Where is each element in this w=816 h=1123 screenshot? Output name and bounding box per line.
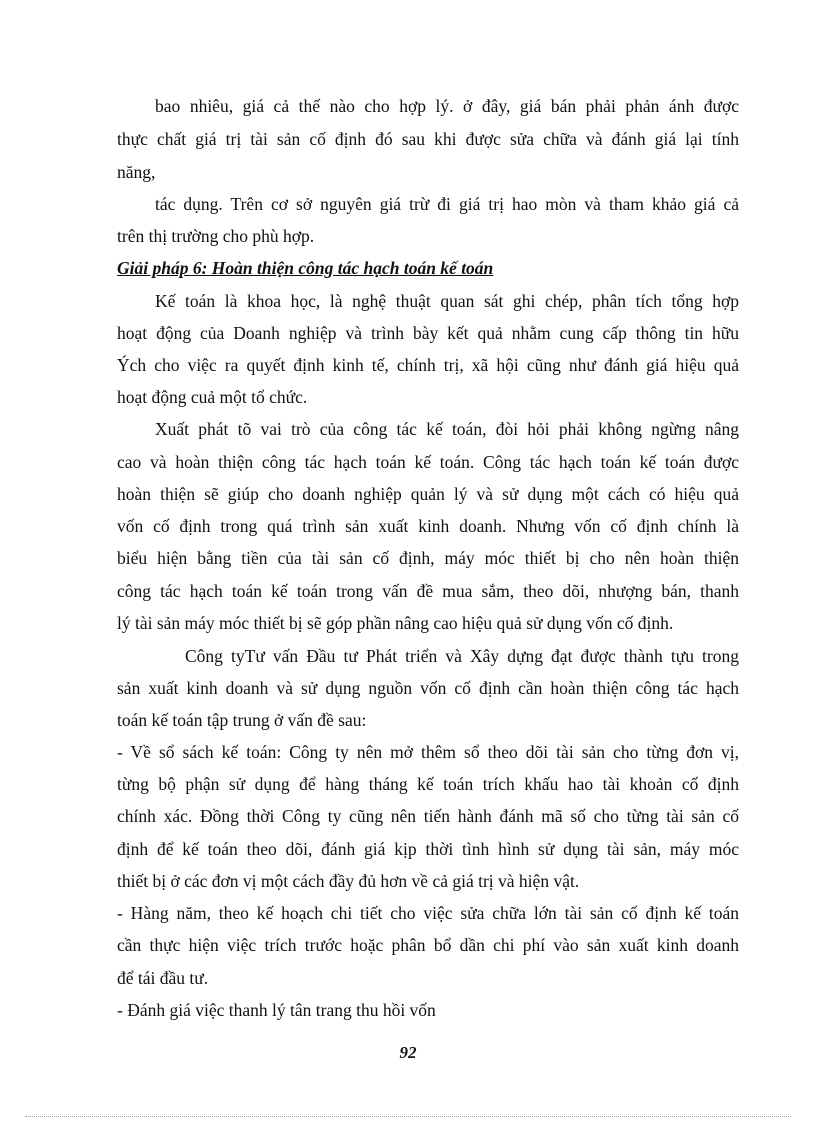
page-number: 92 (399, 1043, 417, 1062)
text-line: Công tyTư vấn Đầu tư Phát triển và Xây dựng đạt được thành tựu trong (185, 646, 739, 666)
text-line: chính xác. Đồng thời Công ty cũng nên tiến hành đánh mã số cho từng tài sản cố (117, 806, 739, 826)
text-line: thiết bị ở các đơn vị một cách đầy đủ hơn về cả giá trị và hiện vật. (117, 871, 580, 891)
text-line: công tác hạch toán kế toán trong vấn đề mua sắm, theo dõi, nhượng bán, thanh (117, 581, 739, 601)
text-line: - Về sổ sách kế toán: Công ty nên mở thêm sổ theo dõi tài sản cho từng đơn vị, (117, 742, 739, 762)
text-line: toán kế toán tập trung ở vấn đề sau: (117, 710, 367, 730)
text-line: - Hàng năm, theo kế hoạch chi tiết cho việc sửa chữa lớn tài sản cố định kế toán (117, 903, 739, 923)
text-line: - Đánh giá việc thanh lý tân trang thu hồi vốn (117, 1000, 436, 1020)
text-line: năng, (117, 162, 156, 182)
text-line: cao và hoàn thiện công tác hạch toán kế toán. Công tác hạch toán kế toán được (117, 452, 739, 472)
text-line: sản xuất kinh doanh và sử dụng nguồn vốn cố định cần hoàn thiện công tác hạch (117, 678, 739, 698)
section-heading: Giải pháp 6: Hoàn thiện công tác hạch toán kế toán (117, 258, 494, 278)
text-line: hoạt động của Doanh nghiệp và trình bày kết quả nhằm cung cấp thông tin hữu (117, 323, 739, 343)
text-line: biểu hiện bằng tiền của tài sản cố định, máy móc thiết bị cho nên hoàn thiện (117, 548, 739, 568)
text-line: cần thực hiện việc trích trước hoặc phân bổ dần chi phí vào sản xuất kinh doanh (117, 935, 739, 955)
text-line: thực chất giá trị tài sản cố định đó sau khi được sửa chữa và đánh giá lại tính (117, 129, 739, 149)
text-line: trên thị trường cho phù hợp. (117, 226, 315, 246)
text-line: Xuất phát tõ vai trò của công tác kế toán, đòi hỏi phải không ngừng nâng (155, 419, 739, 439)
text-line: Kế toán là khoa học, là nghệ thuật quan sát ghi chép, phân tích tổng hợp (155, 291, 739, 311)
text-line: Ých cho việc ra quyết định kinh tế, chính trị, xã hội cũng như đánh giá hiệu quả (117, 355, 739, 375)
text-line: định để kế toán theo dõi, đánh giá kịp thời tình hình sử dụng tài sản, máy móc (117, 839, 739, 859)
text-line: từng bộ phận sử dụng để hàng tháng kế toán trích khấu hao tài khoản cố định (117, 774, 739, 794)
text-line: tác dụng. Trên cơ sở nguyên giá trừ đi giá trị hao mòn và tham khảo giá cả (155, 194, 739, 214)
text-line: hoàn thiện sẽ giúp cho doanh nghiệp quản lý và sử dụng một cách có hiệu quả (117, 484, 739, 504)
footer-divider (25, 1116, 791, 1117)
text-line: vốn cố định trong quá trình sản xuất kinh doanh. Nhưng vốn cố định chính là (117, 516, 739, 536)
text-line: hoạt động cuả một tổ chức. (117, 387, 308, 407)
text-line: bao nhiêu, giá cả thế nào cho hợp lý. ở đây, giá bán phải phản ánh được (155, 96, 739, 116)
text-line: lý tài sản máy móc thiết bị sẽ góp phần nâng cao hiệu quả sử dụng vốn cố định. (117, 613, 674, 633)
text-line: để tái đầu tư. (117, 968, 209, 988)
